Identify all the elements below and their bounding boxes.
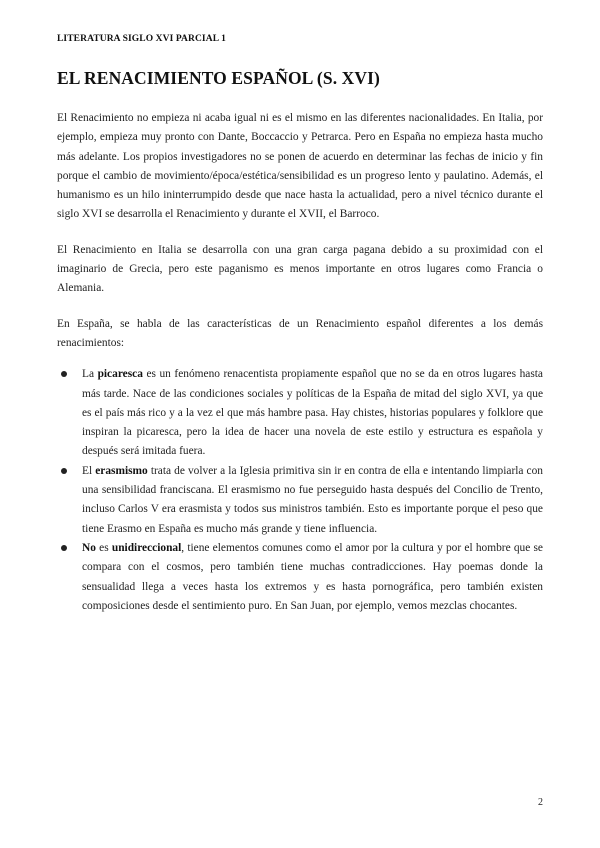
bullet-keyword: No: [82, 541, 96, 554]
bullet-icon: [61, 468, 67, 474]
bullet-text: es un fenómeno renacentista propiamente español que no se da en otros lugares hasta más tarde. Nace de las condiciones sociales y políticas de la España de mitad del siglo XVI, ya que es el país más rico y a la vez el que más hambre pasa. Hay chistes, historias populares y folklore que inspiran la picaresca, pero la idea de hacer una novela de este estilo y estructura es española y después será imitada fuera.: [82, 368, 543, 458]
bullet-connector: es: [95, 541, 112, 554]
list-item-picaresca: [57, 365, 543, 461]
paragraph-italia: El Renacimiento en Italia se desarrolla con una gran carga pagana debido a su proximidad con el imaginario de Grecia, pero este paganismo es menos importante en otros lugares como Francia o Alemania.: [57, 243, 543, 295]
characteristics-list: [57, 365, 543, 616]
list-item-unidireccional: [57, 539, 543, 616]
bullet-icon: [61, 371, 67, 377]
bullet-icon: [61, 545, 67, 551]
bullet-keyword: unidireccional: [111, 541, 182, 554]
page-number: 2: [538, 797, 543, 808]
bullet-keyword: erasmismo: [95, 464, 148, 477]
paragraph-espana: En España, se habla de las características de un Renacimiento español diferentes a los demás renacimientos:: [57, 317, 543, 349]
running-header: LITERATURA SIGLO XVI PARCIAL 1: [57, 34, 226, 44]
document-page: [57, 34, 543, 616]
bullet-prefix: La: [82, 368, 98, 381]
bullet-prefix: El: [82, 464, 96, 477]
bullet-keyword: picaresca: [97, 368, 143, 381]
bullet-text: , tiene elementos comunes como el amor por la cultura y por el hombre que se compara con el cosmos, pero también tiene muchas contradicciones. Hay poemas donde la sensualidad llega a veces hasta los extremos y es hasta pornográfica, pero también existen composiciones desde el sentimiento puro. En San Juan, por ejemplo, vemos mezclas chocantes.: [82, 541, 543, 612]
list-item-erasmismo: [57, 462, 543, 539]
bullet-text: trata de volver a la Iglesia primitiva sin ir en contra de ella e intentando limpiarla con una sensibilidad franciscana. El erasmismo no fue perseguido hasta después del Concilio de Trento, incluso Carlos V era erasmista y todos sus ministros también. Esto es importante porque el peso que tiene Erasmo en España es mucho más grande y tiene influencia.: [82, 464, 543, 535]
paragraph-intro: El Renacimiento no empieza ni acaba igual ni es el mismo en las diferentes nacionalidades. En Italia, por ejemplo, empieza muy pronto con Dante, Boccaccio y Petrarca. Pero en España no empieza hasta mucho más adelante. Los propios investigadores no se ponen de acuerdo en determinar las fechas de inicio y fin porque el cambio de movimiento/época/estética/sensibilidad es un progreso lento y paulatino. Además, el humanismo es un hilo ininterrumpido desde que nace hasta la actualidad, pero a nivel técnico durante el siglo XVI se desarrolla el Renacimiento y durante el XVII, el Barroco.: [57, 112, 543, 221]
document-title: EL RENACIMIENTO ESPAÑOL (S. XVI): [57, 68, 380, 88]
